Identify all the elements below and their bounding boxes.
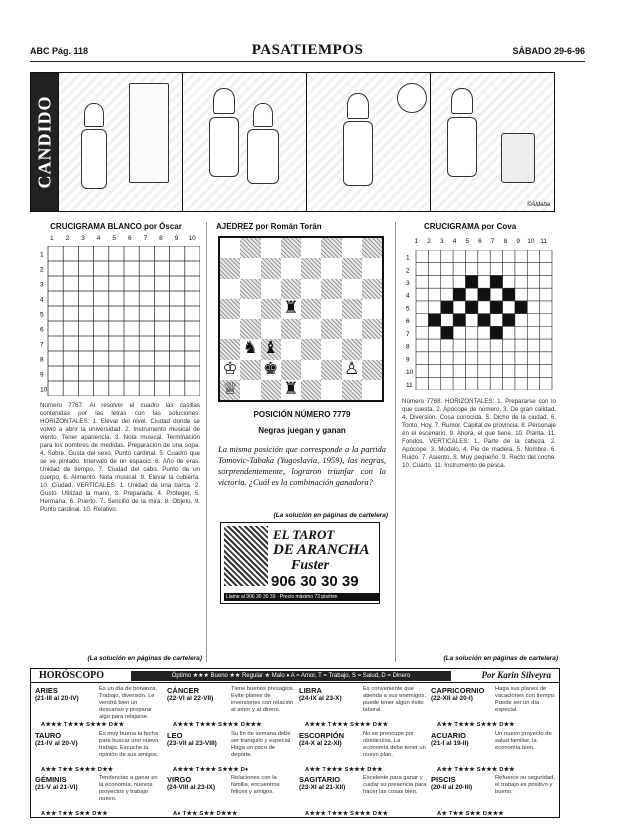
horoscope-sign (33, 685, 165, 730)
chess-square (301, 380, 321, 400)
crossword2-black-cell (503, 288, 515, 301)
chess-square (301, 258, 321, 278)
sign-name: TAURO (35, 730, 62, 740)
crossword2-col-number: 1 (414, 238, 419, 245)
crossword2-solution-note: (La solución en páginas de cartelera) (443, 655, 558, 662)
crossword1-row-number: 7 (40, 341, 44, 349)
crossword1-clues: Número 7767. Al resolver el cuadro las casillas contenidas por las letras con las soluciones. HORIZONTALES: 1. Elevar del nivel. Ciudad donde se volvió a abrir la universidad. 2. Instrumento musical de viento. Tener apariencia. 3. Nota musical. Terminación para los nombres de medidas. Preparación de una sopa. 4. Sobre. Gusta del sexo. Punto cardinal. 5. Cuadro que se ve pintado. Intervalo de un espacio. 6. Año de eras. Unidad de tiempo. 7. Ciudad del cabo. Punto de un cuerpo. 8. Alimento. Nota musical. 9. Elevar la cubierta. 10. Ciudad. VERTICALES: 1. Unidad de una barca. 2. Gusto. Utilizad la mano. 3. Preparada. 4. Proteger. 5. Hermana. 6. Puerto. 7. Sencillo de la mira. 8. Objeto. 9. Punto cardinal. 10. Relativo. (40, 402, 200, 513)
crossword2-black-cell (490, 275, 502, 288)
chess-square (301, 339, 321, 359)
crossword2-col-number: 6 (478, 238, 482, 245)
chess-square (220, 299, 240, 319)
comic-strip (30, 72, 555, 212)
crossword1-title: CRUCIGRAMA BLANCO por Óscar (50, 222, 182, 231)
crossword1-col-number: 8 (159, 235, 163, 242)
chess-square (281, 299, 301, 319)
sign-rating: A★★★ T★★★ S★★★ D★★ (41, 722, 125, 728)
crossword2-title: CRUCIGRAMA por Cova (424, 222, 517, 231)
chess-square (301, 279, 321, 299)
chess-square (301, 360, 321, 380)
horoscope-sign (297, 685, 429, 730)
sign-rating: A★★ T★★ S★★ D★★ (41, 811, 108, 817)
chess-square (240, 339, 260, 359)
chess-solution-note: (La solución en páginas de cartelera) (273, 512, 388, 519)
chess-square (301, 238, 321, 258)
crossword2-black-cell (453, 314, 465, 327)
horoscope-sign (165, 730, 297, 775)
sign-text: Haga sus planes de vacaciones con tiempo. Puede ser un día especial. (495, 686, 556, 713)
crossword-cova (398, 222, 558, 662)
crossword2-black-cell (478, 288, 490, 301)
sign-dates: (24-X al 22-XI) (299, 739, 342, 747)
ad-note: Llame al 906 30 30 39 · Precio máximo 73 pts/min (224, 593, 379, 601)
crossword1-column-numbers (44, 235, 200, 244)
sign-dates: (23-VII al 23-VIII) (167, 739, 217, 747)
chess-square (321, 279, 341, 299)
sign-text: Es un día de bonanza, Trabajo, diversión. Le vendrá bien un descanso y preparar algo para relajarse. (99, 686, 158, 720)
crossword1-grid[interactable] (40, 246, 200, 396)
chess-square (220, 319, 240, 339)
chess-square (321, 319, 341, 339)
horoscope-sign (297, 730, 429, 775)
crossword-blanco (30, 222, 202, 662)
horoscope-sign (297, 774, 429, 819)
crossword2-col-number: 8 (503, 238, 508, 245)
sign-rating: A★★★ T★★★ S★★★ D★★★ (173, 722, 262, 728)
ad-phone: 906 30 30 39 (271, 573, 359, 590)
chess-square (342, 238, 362, 258)
sign-text: No se preocupe por obstáculos. La economía debe tener un nuevo plan. (363, 730, 426, 758)
chess-piece: ♕ (222, 379, 238, 400)
sign-name: CAPRICORNIO (431, 686, 485, 695)
crossword2-row-number: 9 (406, 356, 410, 364)
crossword1-col-number: 4 (96, 235, 101, 242)
sign-name: ARIES (35, 686, 58, 695)
horoscope-header (31, 669, 559, 683)
chess-square (362, 279, 382, 299)
chess-square (220, 238, 240, 258)
chess-square (261, 360, 281, 380)
chess-square (281, 319, 301, 339)
sign-dates: (24-VIII al 23-IX) (167, 784, 216, 791)
crossword2-grid[interactable] (404, 250, 554, 390)
chess-piece: ♜ (283, 298, 299, 319)
ad-line2: DE ARANCHA (273, 542, 370, 558)
chess-square (240, 360, 260, 380)
chess-square (220, 258, 240, 278)
sign-name: PISCIS (431, 775, 456, 784)
crossword1-row-number: 8 (40, 356, 44, 364)
horoscope-sign (33, 730, 165, 775)
crossword2-row-number: 6 (406, 318, 410, 326)
chess-square (261, 319, 281, 339)
crossword2-row-number: 8 (406, 343, 410, 351)
crossword1-col-number: 6 (127, 235, 132, 242)
chess-square (301, 319, 321, 339)
crossword1-col-number: 5 (112, 235, 116, 242)
crossword1-col-number: 9 (174, 235, 179, 242)
sign-rating: A★ T★★ S★★ D★★★ (437, 811, 504, 817)
sign-dates: (20-II al 20-III) (431, 784, 473, 791)
crossword2-black-cell (503, 314, 515, 327)
sign-text: Es muy buena la fecha para buscar uno nuevo trabajo. Escuche la opinión de sus amigos. (99, 730, 159, 758)
chess-description: La misma posición que corresponde a la partida Tomovic-Tabaka (Yugoslavia, 1959), las negras, sorprendentemente, lograron triunfar con la victoria. ¿Cuál es la combinación ganadora? (218, 444, 386, 487)
crossword2-row-number: 2 (406, 267, 410, 275)
sign-text: Excelente para ganar y cuidar su presencia para hacer las cosas bien. (363, 775, 427, 795)
comic-panel-1 (58, 73, 182, 211)
chess-square (321, 299, 341, 319)
chess-square (220, 360, 240, 380)
page-date: SÁBADO 29-6-96 (512, 46, 585, 56)
sign-rating: A★★ T★★★ S★★★ D★★ (437, 766, 515, 773)
crossword1-solution-note: (La solución en páginas de cartelera) (87, 655, 202, 662)
chess-square (321, 380, 341, 400)
horoscope-legend: Óptimo ★★★ Bueno ★★ Regular ★ Malo ♦ A = Amor, T = Trabajo, S = Salud, D = Dinero (131, 671, 451, 681)
sign-text: Tendencias a ganar en la economía, nuevos proyectos y trabajo nuevo. (99, 775, 158, 802)
sign-rating: A★★★ T★★★ S★★★ D♦ (173, 766, 249, 773)
chess-title: AJEDREZ por Román Torán (216, 222, 322, 231)
chess-square (321, 360, 341, 380)
sign-name: GÉMINIS (35, 775, 67, 784)
horoscope-author: Por Karin Silveyra (481, 670, 551, 680)
chess-square (261, 299, 281, 319)
sign-dates: (22-VI al 22-VII) (167, 695, 214, 702)
crossword1-row-number: 5 (40, 311, 44, 319)
sign-dates: (21-I al 19-II) (431, 739, 469, 747)
tarot-ad (220, 522, 380, 604)
crossword1-col-number: 7 (143, 235, 148, 242)
sign-name: VIRGO (167, 775, 192, 784)
crossword1-row-number: 10 (40, 386, 48, 394)
crossword1-col-number: 1 (49, 235, 54, 242)
chess-square (301, 299, 321, 319)
crossword2-row-number: 4 (406, 292, 410, 300)
chess-square (240, 238, 260, 258)
chess-square (281, 238, 301, 258)
ad-line1: EL TAROT (273, 527, 335, 542)
sign-dates: (24-IX al 23-X) (299, 695, 342, 702)
sign-text: Un nuevo proyecto de salud familiar, la economía bien. (495, 730, 552, 751)
crossword2-col-number: 5 (465, 238, 470, 245)
chess-square (362, 258, 382, 278)
sign-name: CÁNCER (167, 686, 200, 695)
sign-name: LEO (167, 730, 183, 740)
chess-square (240, 258, 260, 278)
sign-dates: (23-XI al 21-XII) (299, 784, 346, 791)
sign-text: Tiene buenos presagios. Evite planes de inversiones con relación al amor y al dinero. (231, 686, 295, 713)
crossword1-row-number: 4 (40, 296, 44, 304)
crossword2-black-cell (428, 314, 440, 327)
chess-square (362, 238, 382, 258)
chess-square (261, 238, 281, 258)
sign-dates: (21-III al 20-IV) (35, 695, 79, 702)
comic-panel-2 (182, 73, 306, 211)
sign-text: Su fin de semana debe ser tranquilo y especial. Haga un poco de deporte. (231, 730, 292, 758)
chess-square (220, 279, 240, 299)
chess-square (281, 279, 301, 299)
chess-square (342, 279, 362, 299)
chess-square (240, 299, 260, 319)
comic-tag (31, 73, 58, 211)
crossword2-black-cell (490, 301, 502, 314)
crossword2-row-number: 10 (406, 369, 414, 377)
chess-section (212, 222, 392, 662)
chess-square (321, 258, 341, 278)
crossword2-col-number: 11 (540, 238, 547, 245)
comic-panel-4 (430, 73, 554, 211)
crossword2-black-cell (465, 275, 477, 288)
crossword2-black-cell (490, 326, 502, 339)
chess-square (261, 258, 281, 278)
chess-piece: ♝ (263, 338, 279, 359)
chess-square (342, 299, 362, 319)
comic-signature: ©Aldaba (526, 202, 550, 208)
chess-square (281, 380, 301, 400)
sign-name: SAGITARIO (299, 775, 341, 784)
sign-text: Es conveniente que atienda a sus enemigos, puede tener algún éxito laboral. (363, 686, 426, 713)
page-header (30, 40, 585, 62)
crossword1-col-number: 2 (65, 235, 70, 242)
crossword2-col-number: 2 (427, 238, 431, 245)
crossword2-col-number: 4 (452, 238, 457, 245)
section-title: PASATIEMPOS (251, 42, 364, 58)
crossword2-black-cell (453, 288, 465, 301)
page-number: ABC Pág. 118 (30, 46, 89, 56)
comic-panel-3 (306, 73, 430, 211)
crossword2-row-number: 11 (406, 381, 413, 389)
chess-square (220, 339, 240, 359)
crossword1-col-number: 3 (81, 235, 85, 242)
crossword1-row-number: 3 (40, 281, 44, 289)
chess-square (261, 339, 281, 359)
ad-photo (224, 526, 268, 586)
crossword1-row-number: 6 (40, 326, 44, 334)
crossword1-col-number: 10 (188, 235, 196, 242)
sign-dates: (21-V al 21-VI) (35, 784, 78, 791)
crossword2-row-number: 7 (406, 330, 410, 338)
horoscope-sign (33, 774, 165, 819)
crossword2-col-number: 3 (440, 238, 444, 245)
sign-dates: (22-XII al 20-I) (431, 695, 473, 702)
chess-square (362, 299, 382, 319)
crossword2-row-number: 1 (406, 254, 410, 262)
chess-piece: ♙ (344, 358, 360, 379)
crossword1-row-number: 2 (40, 266, 44, 274)
chess-square (261, 279, 281, 299)
sign-name: ESCORPIÓN (299, 730, 345, 740)
chess-square (281, 360, 301, 380)
horoscope (30, 668, 560, 818)
chess-square (362, 360, 382, 380)
chess-square (240, 319, 260, 339)
crossword2-col-number: 10 (527, 238, 535, 245)
chess-square (342, 380, 362, 400)
crossword2-black-cell (441, 301, 453, 314)
sign-rating: A♦ T★★ S★★ D★★★ (173, 811, 238, 817)
chess-square (362, 380, 382, 400)
crossword1-row-number: 9 (40, 371, 44, 379)
crossword2-col-number: 7 (490, 238, 495, 245)
sign-dates: (21-IV al 20-V) (35, 739, 78, 747)
chess-position-label: POSICIÓN NÚMERO 7779 (253, 410, 351, 419)
chess-square (342, 319, 362, 339)
crossword2-black-cell (515, 301, 527, 314)
crossword2-col-number: 9 (516, 238, 520, 245)
sign-name: LIBRA (299, 686, 322, 695)
horoscope-title: HORÓSCOPO (39, 670, 105, 681)
chess-square (240, 380, 260, 400)
chess-piece: ♞ (242, 338, 258, 359)
chess-piece: ♔ (222, 358, 238, 379)
chess-square (342, 360, 362, 380)
chess-square (342, 339, 362, 359)
ad-line3: Fuster (291, 558, 330, 573)
horoscope-sign (429, 685, 561, 730)
horoscope-sign (429, 730, 561, 775)
chess-square (220, 380, 240, 400)
crossword2-column-numbers (410, 238, 556, 247)
sign-rating: A★★★ T★★★ S★★★ D★★ (305, 722, 389, 728)
sign-rating: A★★ T★★★ S★★★ D★★ (305, 766, 383, 773)
crossword1-row-number: 1 (40, 251, 44, 259)
chess-square (281, 339, 301, 359)
chess-square (261, 380, 281, 400)
crossword2-row-number: 5 (406, 305, 410, 313)
horoscope-sign (165, 685, 297, 730)
horoscope-sign (165, 774, 297, 819)
chess-piece: ♜ (283, 379, 299, 400)
sign-rating: A★★ T★★★ S★★★ D★★ (437, 722, 515, 728)
sign-text: Refuerce su seguridad, el trabajo es positivo y bueno. (495, 775, 555, 795)
chess-square (362, 339, 382, 359)
crossword2-black-cell (478, 314, 490, 327)
sign-rating: A★★ T★★ S★★★ D★★ (41, 766, 114, 773)
sign-text: Relaciones con la familia, encuentros felices y amigos. (231, 775, 280, 795)
chess-square (281, 258, 301, 278)
sign-name: ACUARIO (431, 730, 466, 740)
horoscope-sign (429, 774, 561, 819)
chess-piece: ♚ (263, 358, 279, 379)
chess-square (321, 339, 341, 359)
chess-square (240, 279, 260, 299)
sign-rating: A★★★ T★★★ S★★★ D★★ (305, 811, 389, 817)
crossword2-black-cell (465, 301, 477, 314)
comic-title: CANDIDO (34, 95, 54, 189)
crossword2-black-cell (441, 326, 453, 339)
chess-board (218, 236, 384, 402)
crossword2-clues: Número 7768. HORIZONTALES: 1. Prepararse con lo que cuesta. 2. Apócope de número. 3. De gran calidad. 4. Diversión. Cosa conocida. 5. Dicho de la ciudad. 6. Tonto. Hoy. 7. Rumor. Capital de provincia. 8. Personaje en el escenario. 9. Ahora, el que tiene. 10. Planta. 11. Fondos. VERTICALES: 1. Parte de la cabeza. 2. Apócope. 3. Modelo. 4. Pie de madera. 5. Nombre. 6. Ruido. 7. Asiento. 8. Muy pequeño. 9. Recto del coche. 10. Cuarto. 11. Instrumento de pesca. (402, 398, 556, 469)
chess-square (321, 238, 341, 258)
crossword2-row-number: 3 (406, 280, 410, 287)
chess-square (362, 319, 382, 339)
chess-square (342, 258, 362, 278)
chess-turn: Negras juegan y ganan (258, 426, 346, 435)
